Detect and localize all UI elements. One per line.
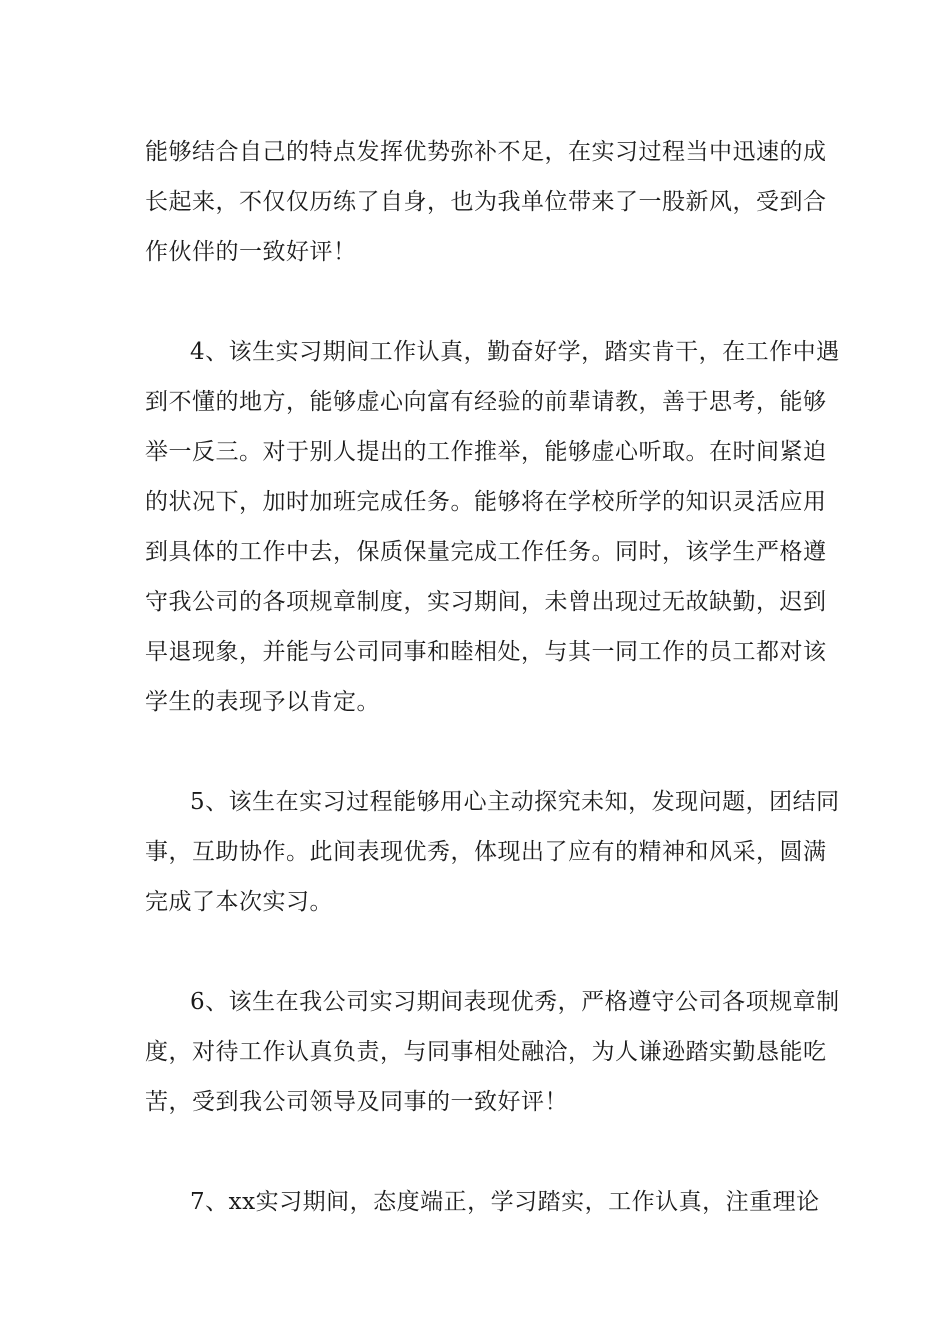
paragraph-3-line-1: 5、该生在实习过程能够用心主动探究未知，发现问题，团结同 [190,789,840,815]
paragraph-2-line-8: 学生的表现予以肯定。 [145,689,380,715]
paragraph-4-line-1: 6、该生在我公司实习期间表现优秀，严格遵守公司各项规章制 [190,989,840,1015]
paragraph-1-line-3: 作伙伴的一致好评！ [145,239,357,265]
paragraph-3-line-3: 完成了本次实习。 [145,889,333,915]
paragraph-2-line-5: 到具体的工作中去，保质保量完成工作任务。同时，该学生严格遵 [145,539,827,565]
paragraph-2-line-7: 早退现象，并能与公司同事和睦相处，与其一同工作的员工都对该 [145,639,827,665]
paragraph-1-line-2: 长起来，不仅仅历练了自身，也为我单位带来了一股新风，受到合 [145,189,827,215]
paragraph-5-line-1: 7、xx实习期间，态度端正，学习踏实，工作认真，注重理论 [190,1189,820,1215]
paragraph-4-line-3: 苦，受到我公司领导及同事的一致好评！ [145,1089,568,1115]
paragraph-2-line-3: 举一反三。对于别人提出的工作推举，能够虚心听取。在时间紧迫 [145,439,827,465]
paragraph-4-line-2: 度，对待工作认真负责，与同事相处融洽，为人谦逊踏实勤恳能吃 [145,1039,827,1065]
paragraph-2-line-2: 到不懂的地方，能够虚心向富有经验的前辈请教，善于思考，能够 [145,389,827,415]
paragraph-2-line-1: 4、该生实习期间工作认真，勤奋好学，踏实肯干，在工作中遇 [190,339,840,365]
paragraph-1-line-1: 能够结合自己的特点发挥优势弥补不足，在实习过程当中迅速的成 [145,139,827,165]
paragraph-2-line-6: 守我公司的各项规章制度，实习期间，未曾出现过无故缺勤，迟到 [145,589,827,615]
paragraph-3-line-2: 事，互助协作。此间表现优秀，体现出了应有的精神和风采，圆满 [145,839,827,865]
paragraph-2-line-4: 的状况下，加时加班完成任务。能够将在学校所学的知识灵活应用 [145,489,827,515]
